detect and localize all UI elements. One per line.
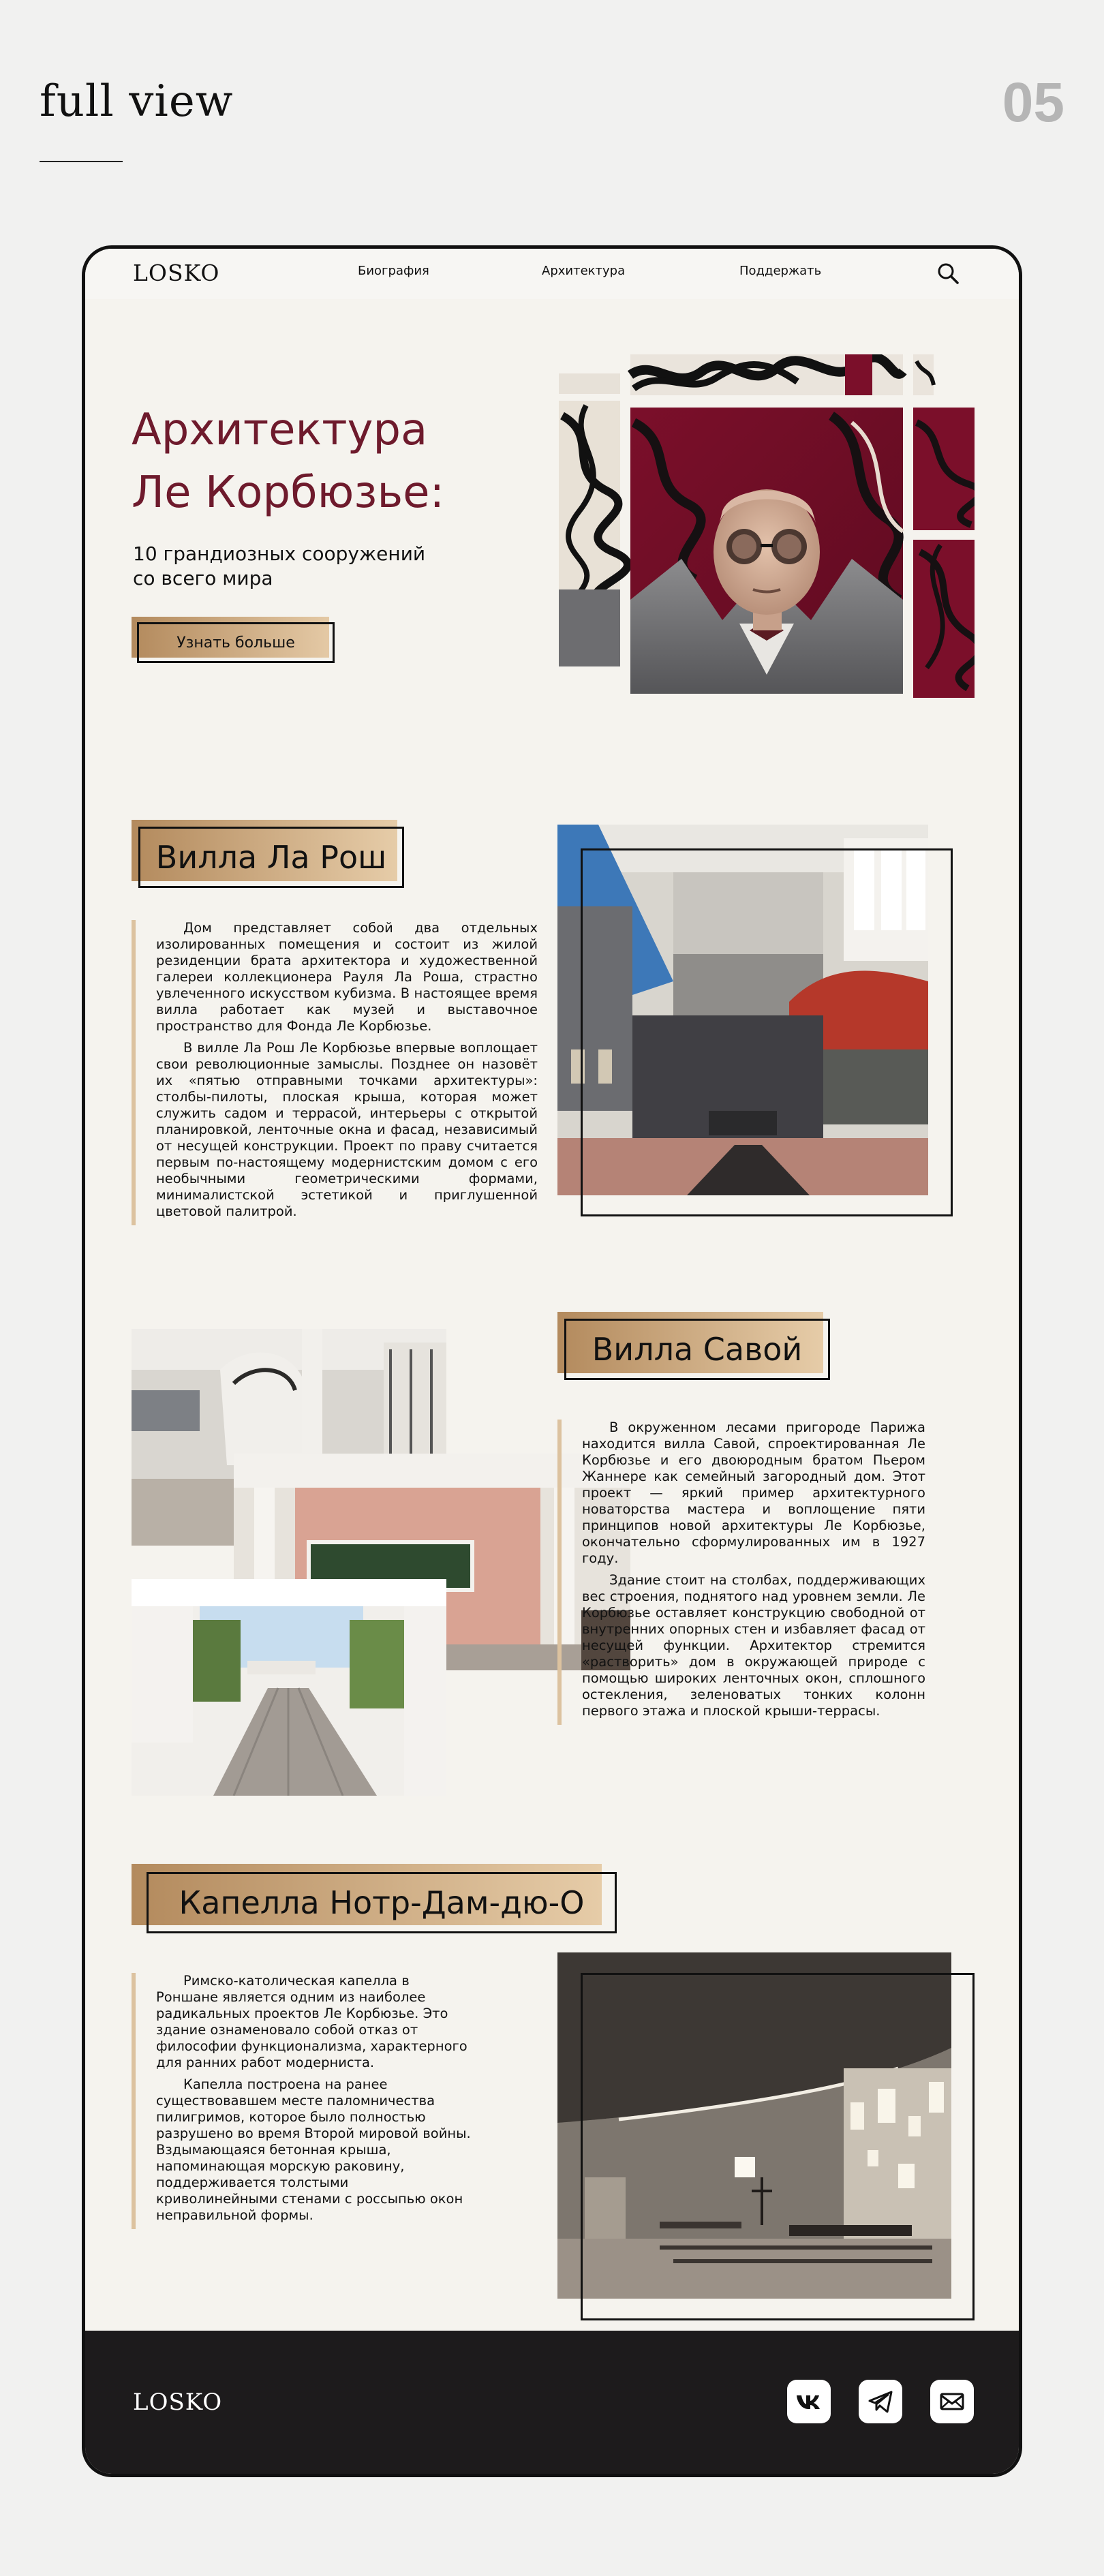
nav-architecture[interactable]: Архитектура	[542, 264, 626, 278]
villa-roche-title-box	[132, 820, 404, 891]
site-header	[85, 249, 1019, 299]
nav-biography[interactable]: Биография	[358, 264, 429, 278]
hero-subtitle-line1: 10 грандиозных сооружений	[133, 542, 426, 565]
page-label: full view	[40, 76, 234, 127]
villa-savoye-photo-3	[132, 1579, 446, 1796]
mail-icon[interactable]	[930, 2380, 974, 2423]
ronchamp-interior-image	[557, 1952, 951, 2299]
header-logo[interactable]: LOSKO	[133, 260, 220, 286]
device-frame	[82, 245, 1022, 2477]
learn-more-button-wrap	[132, 617, 329, 663]
villa-savoye-title: Вилла Савой	[564, 1319, 830, 1380]
page-label-underline	[40, 161, 123, 162]
ronchamp-text	[132, 1973, 472, 2229]
villa-savoye-text	[557, 1420, 925, 1725]
ronchamp-paragraph-1: Римско-католическая капелла в Роншане является одним из наиболее радикальных проектов Ле Корбюзье. Это здание ознаменовало собой отказ от философии функционализма, характерного для ранних работ модерниста.	[156, 1973, 467, 2070]
search-icon[interactable]	[936, 261, 960, 286]
ronchamp-paragraph-2: Капелла построена на ранее существовавшем месте паломничества пилигримов, которое было полностью разрушено во время Второй мировой войны. Вздымающаяся бетонная крыша, напоминающая морскую раковину, поддерживается толстыми криволинейными стенами с россыпью окон неправильной формы.	[156, 2076, 471, 2223]
hero-subtitle-line2: со всего мира	[133, 567, 273, 589]
villa-savoye-terrace-image	[132, 1579, 446, 1796]
villa-roche-title: Вилла Ла Рош	[138, 827, 404, 888]
ronchamp-title: Капелла Нотр-Дам-дю-О	[147, 1872, 617, 1933]
nav-support[interactable]: Поддержать	[739, 264, 822, 278]
page-number: 05	[1002, 72, 1064, 134]
ronchamp-title-box	[132, 1864, 622, 1935]
hero-title-line1: Архитектура	[132, 405, 428, 455]
villa-roche-paragraph-2: В вилле Ла Рош Ле Корбюзье впервые воплощает свои революционные замыслы. Позднее он назовёт их «пятью отправными точками архитектуры»: столбы-пилоты, плоская крыша, которая может служить садом и террасой, интерьеры с открытой планировкой, ленточные окна и фасад, независимый от несущей конструкции. Проект по праву считается первым по-настоящему модернистским домом с его необычными геометрическими формами, минималистской эстетикой и приглушенной цветовой палитрой.	[156, 1040, 538, 1219]
villa-roche-interior-image	[557, 825, 928, 1195]
collage-tile-portrait	[630, 408, 903, 694]
hero-subtitle	[133, 542, 425, 591]
villa-savoye-paragraph-1: В окруженном лесами пригороде Парижа находится вилла Савой, спроектированная Ле Корбюзье и его двоюродным братом Пьером Жаннере как семейный загородный дом. Этот проект — яркий пример архитектурного новаторства мастера и воплощение пяти принципов новой архитектуры Ле Корбюзье, окончательно сформулированных им в 1927 году.	[582, 1420, 925, 1566]
villa-savoye-paragraph-2: Здание стоит на столбах, поддерживающих вес строения, поднятого над уровнем земли. Ле Корбюзье оставляет конструкцию свободной от внутренних опорных стен и избавляет фасад от несущей функции. Архитектор стремится «растворить» дом в окружающей природе с помощью широких ленточных окон, сплошного остекления, зеленоватых тонких колонн первого этажа и плоской крыши-террасы.	[582, 1572, 925, 1719]
hero-collage	[559, 354, 975, 709]
site-footer	[85, 2331, 1019, 2474]
footer-logo[interactable]: LOSKO	[133, 2389, 223, 2416]
ronchamp-photo	[557, 1952, 951, 2299]
hero-title	[132, 399, 444, 524]
collage-tile-right	[913, 408, 975, 698]
vk-icon[interactable]	[787, 2380, 831, 2423]
learn-more-button[interactable]: Узнать больше	[137, 622, 335, 663]
villa-roche-paragraph-1: Дом представляет собой два отдельных изолированных помещения и состоит из жилой резиденции брата архитектора и художественной галереи коллекционера Рауля Ла Роша, страстно увлеченного искусством кубизма. В настоящее время вилла работает как музей и выставочное пространство для Фонда Ле Корбюзье.	[156, 920, 538, 1034]
villa-roche-photo	[557, 825, 928, 1195]
villa-savoye-title-box	[557, 1312, 830, 1383]
telegram-icon[interactable]	[859, 2380, 902, 2423]
collage-tile-left	[559, 373, 628, 666]
collage-tile-top	[630, 354, 903, 395]
hero-collage-art	[559, 354, 975, 709]
hero-title-line2: Ле Корбюзье:	[132, 467, 445, 518]
villa-roche-text	[132, 920, 538, 1225]
